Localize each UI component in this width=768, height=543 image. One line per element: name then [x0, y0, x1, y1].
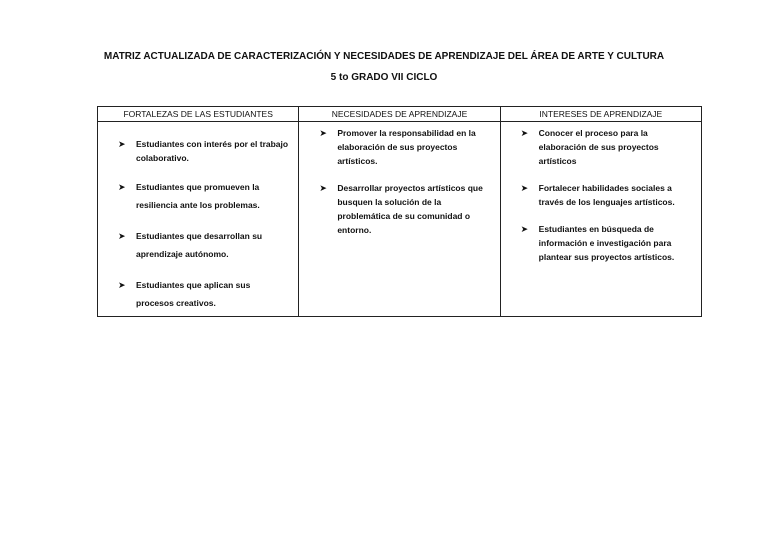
learning-needs-matrix: [97, 106, 702, 317]
arrowhead-bullet-icon: ➤: [118, 231, 126, 241]
arrowhead-bullet-icon: ➤: [520, 183, 529, 193]
fortalezas-list: [118, 137, 290, 312]
list-item: ➤ Estudiantes que aplican sus procesos creativos.: [118, 276, 290, 312]
cell-fortalezas: [98, 122, 299, 317]
intereses-list: [521, 126, 693, 264]
list-item: ➤ Desarrollar proyectos artísticos que busquen la solución de la problemática de su comunidad o entorno.: [319, 183, 483, 235]
header-intereses: INTERESES DE APRENDIZAJE: [500, 107, 701, 122]
list-item: ➤ Estudiantes que desarrollan su aprendizaje autónomo.: [118, 227, 290, 263]
list-item: ➤ Estudiantes con interés por el trabajo colaborativo.: [118, 139, 289, 163]
list-item: ➤ Fortalecer habilidades sociales a través de los lenguajes artísticos.: [520, 183, 675, 207]
arrowhead-bullet-icon: ➤: [118, 182, 126, 192]
necesidades-list: [319, 126, 491, 237]
list-item: ➤ Estudiantes que promueven la resiliencia ante los problemas.: [118, 178, 290, 214]
list-item: ➤ Promover la responsabilidad en la elaboración de sus proyectos artísticos.: [319, 128, 476, 166]
arrowhead-bullet-icon: ➤: [319, 183, 327, 193]
document-subtitle: 5 to GRADO VII CICLO: [330, 72, 438, 83]
header-fortalezas: FORTALEZAS DE LAS ESTUDIANTES: [98, 107, 299, 122]
list-item: ➤ Conocer el proceso para la elaboración de sus proyectos artísticos: [520, 128, 659, 166]
document-title: MATRIZ ACTUALIZADA DE CARACTERIZACIÓN Y NECESIDADES DE APRENDIZAJE DEL ÁREA DE ARTE Y CULTURA: [103, 51, 665, 62]
arrowhead-bullet-icon: ➤: [319, 128, 327, 138]
arrowhead-bullet-icon: ➤: [520, 128, 529, 138]
arrowhead-bullet-icon: ➤: [118, 139, 126, 149]
arrowhead-bullet-icon: ➤: [118, 280, 126, 290]
arrowhead-bullet-icon: ➤: [520, 224, 529, 234]
header-row: [98, 107, 702, 122]
cell-intereses: [500, 122, 701, 317]
cell-necesidades: [299, 122, 500, 317]
list-item: ➤ Estudiantes en búsqueda de información e investigación para plantear sus proyectos artísticos.: [520, 224, 675, 262]
content-row: [98, 122, 702, 317]
header-necesidades: NECESIDADES DE APRENDIZAJE: [299, 107, 500, 122]
